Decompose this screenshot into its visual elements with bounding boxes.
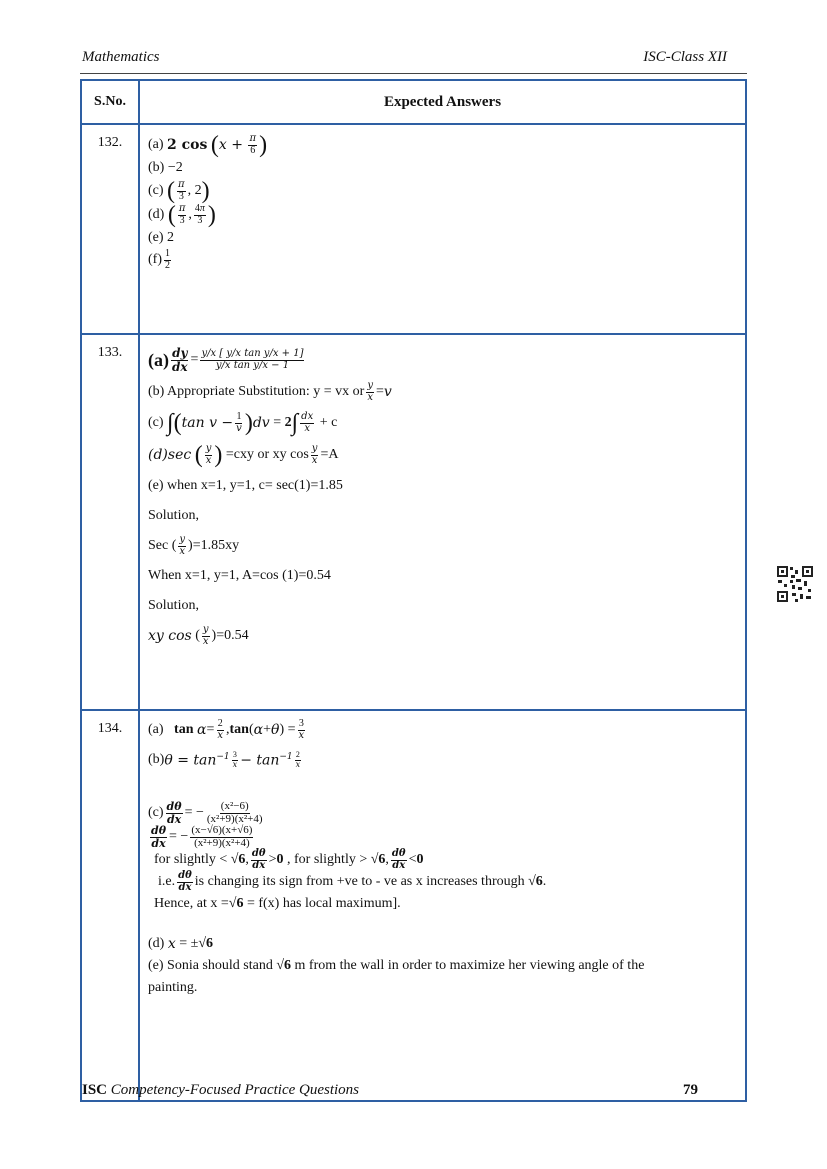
- answer-line: (b) Appropriate Substitution: y = vx or $\frac{y}{x}$ = v: [148, 380, 392, 403]
- answer-text: (e) when x=1, y=1, c= sec(1)=1.85: [148, 478, 343, 493]
- answer-line: [148, 977, 739, 999]
- table-row: [81, 124, 746, 334]
- answer-text: xy cos: [148, 628, 192, 644]
- part-label: (c): [148, 183, 164, 198]
- col-header-sno: S.No.: [81, 80, 139, 124]
- part-label: (a): [148, 137, 164, 152]
- answer-text: for slightly <: [154, 852, 228, 868]
- answer-line: [148, 475, 739, 497]
- answer-cell: [139, 334, 746, 710]
- answer-text: =A: [320, 447, 339, 462]
- page-number: 79: [683, 1082, 698, 1098]
- answer-line: (d)sec ( $\frac{y}{x}$ ) =cxy or xy cos $\frac{y}{x}$ =A: [148, 442, 339, 468]
- answer-line: [148, 565, 739, 587]
- answer-line: (c) ∫ ( tan v − $\frac{1}{v}$ ) dv = 2 ∫ $\frac{dx}{x}$ + c: [148, 410, 338, 436]
- answer-text: Hence, at x =: [154, 896, 229, 912]
- col-header-answers: Expected Answers: [139, 80, 746, 124]
- part-label: (a): [148, 722, 164, 737]
- part-label: (c): [148, 805, 164, 821]
- answer-line: [148, 505, 739, 527]
- answer-text: (b) Appropriate Substitution: y = vx or: [148, 384, 365, 399]
- part-label: (d): [148, 207, 165, 222]
- answer-text: = f(x) has local maximum].: [246, 896, 401, 912]
- answer-text: =cxy or xy cos: [225, 447, 309, 462]
- answer-line: xy cos ( $\frac{y}{x}$ ) =0.54: [148, 624, 249, 647]
- answer-text: painting.: [148, 980, 198, 996]
- answer-cell: [139, 124, 746, 334]
- footer-subtitle: Competency-Focused Practice Questions: [110, 1082, 360, 1098]
- answer-line: (a) 2 cos ( x + $\frac{\pi}{6}$ ): [148, 132, 268, 158]
- footer-title: [82, 1082, 359, 1099]
- answer-line: (b) $\theta = \tan^{-1}$ $\frac{3}{x}$ − $\tan^{-1}$ $\frac{2}{x}$: [148, 750, 301, 769]
- answer-text: m from the wall in order to maximize her viewing angle of the: [294, 958, 645, 974]
- answer-line: (a) tan α = $\frac{2}{x}$ , tan ( α + θ ) = $\frac{3}{x}$: [148, 718, 305, 741]
- answer-line: (f) $\frac{1}{2}$: [148, 248, 170, 271]
- answer-line: for slightly < √6 , $\frac{d\theta}{dx}$ > 0 , for slightly > √6 , $\frac{d\theta}{dx}$ < 0: [154, 848, 424, 871]
- header-rule: [80, 73, 747, 74]
- answer-line: (c) ( $\frac{\pi}{3}$ , 2 ): [148, 178, 210, 204]
- part-label: (d)sec: [148, 447, 192, 463]
- answer-text: Solution,: [148, 508, 199, 523]
- footer-isc: ISC: [82, 1082, 108, 1098]
- answer-line: (c) $\frac{d\theta}{dx}$ = − $\frac{\text{(x²−6)}}{\text{(x²+9)(x²+4)}}$: [148, 800, 263, 826]
- answer-text: i.e.: [158, 874, 176, 890]
- answers-table: [80, 79, 747, 1102]
- answer-line: [148, 227, 739, 249]
- answer-text: (e) 2: [148, 230, 175, 245]
- answer-line: [148, 595, 739, 617]
- answer-line: Sec ( $\frac{y}{x}$ ) =1.85xy: [148, 534, 240, 557]
- answer-text: (e) Sonia should stand: [148, 958, 273, 974]
- answer-text: + c: [319, 415, 338, 430]
- answer-line: [148, 157, 739, 179]
- answer-text: =0.54: [216, 628, 249, 643]
- part-label: (c): [148, 415, 164, 430]
- answer-text: Solution,: [148, 598, 199, 613]
- part-label: (d): [148, 936, 165, 952]
- header-subject: Mathematics: [82, 49, 160, 65]
- answer-text: , for slightly >: [287, 852, 368, 868]
- answer-line: $\frac{d\theta}{dx}$ = − $\frac{(x-√6)(x+√6)}{\text{(x²+9)(x²+4)}}$: [151, 824, 253, 850]
- row-number: 134.: [81, 710, 139, 1101]
- header-class: ISC-Class XII: [643, 49, 727, 65]
- answer-text: (b) −2: [148, 160, 183, 175]
- part-label: (a): [148, 350, 169, 370]
- answer-text: is changing its sign from +ve to - ve as x increases through: [194, 874, 525, 890]
- answer-text: =1.85xy: [192, 538, 240, 553]
- qr-code-icon: [776, 565, 814, 603]
- table-row: [81, 710, 746, 1101]
- answer-line: (e) Sonia should stand √6 m from the wall in order to maximize her viewing angle of the: [148, 958, 645, 974]
- answer-text: When x=1, y=1, A=cos (1)=0.54: [148, 568, 331, 583]
- answer-line: (d) ( $\frac{\pi}{3}$ , $\frac{4\pi}{3}$ ): [148, 202, 216, 228]
- answer-line: (d) x = ± √6: [148, 936, 214, 953]
- answer-cell: [139, 710, 746, 1101]
- answer-line: Hence, at x = √6 = f(x) has local maximum].: [154, 896, 401, 912]
- part-label: (f): [148, 252, 162, 267]
- answer-line: i.e. $\frac{d\theta}{dx}$ is changing its sign from +ve to - ve as x increases through √6 .: [158, 870, 547, 893]
- answer-line: (a) $\frac{dy}{dx}$ = $\frac{\text{y/x [ y/x tan y/x + 1]}}{\text{y/x tan y/x − 1}}$: [148, 345, 304, 374]
- part-label: (b): [148, 752, 165, 767]
- row-number: 132.: [81, 124, 139, 334]
- answer-text: Sec: [148, 538, 169, 553]
- row-number: 133.: [81, 334, 139, 710]
- table-row: [81, 334, 746, 710]
